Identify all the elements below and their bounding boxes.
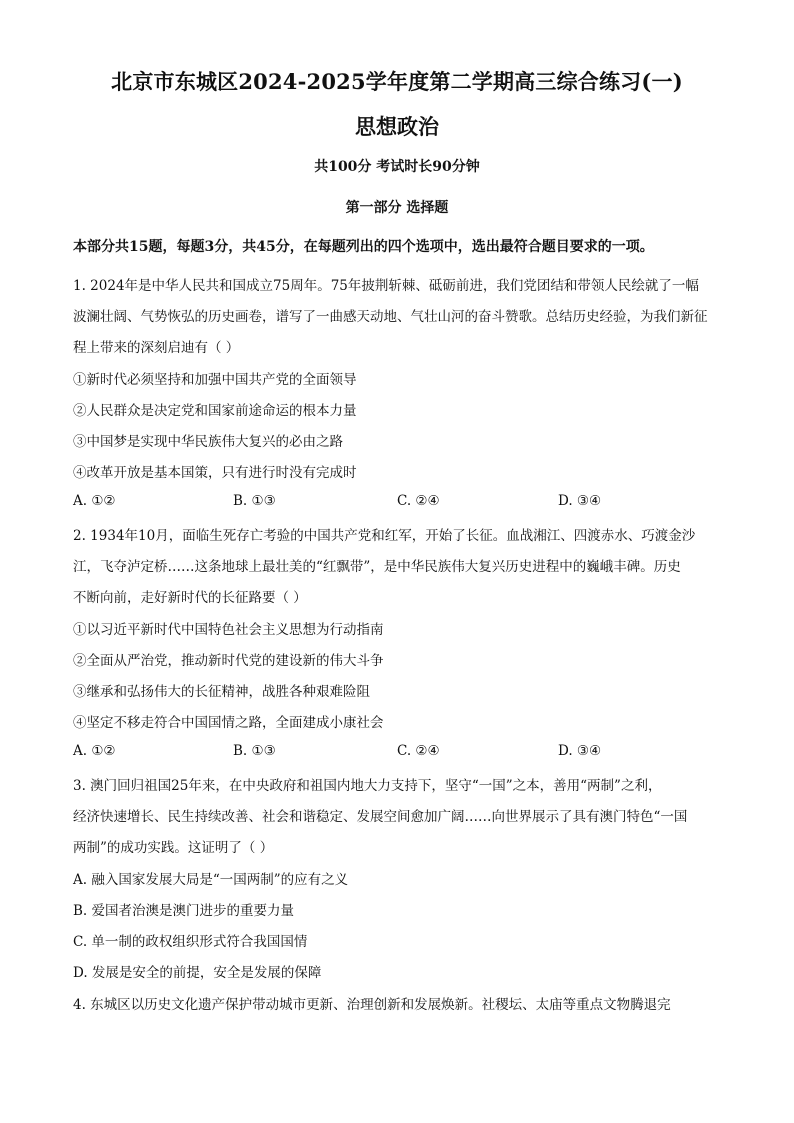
q3-choice-c: C. 单一制的政权组织形式符合我国国情 [73,934,308,950]
q2-stem-line: 不断向前，走好新时代的长征路要（ ） [73,590,307,606]
q1-item: ④改革开放是基本国策，只有进行时没有完成时 [73,465,357,481]
section-title: 第一部分 选择题 [345,200,449,216]
q3-stem-line: 两制”的成功实践。这证明了（ ） [73,840,274,856]
q3-choice-b: B. 爱国者治澳是澳门进步的重要力量 [73,903,295,919]
q1-item: ③中国梦是实现中华民族伟大复兴的必由之路 [73,434,343,450]
q1-option-d: D. ③④ [558,493,602,509]
q1-stem-line: 波澜壮阔、气势恢弘的历史画卷，谱写了一曲感天动地、气壮山河的奋斗赞歌。总结历史经验，为我们新征 [73,309,708,325]
q2-option-a: A. ①② [73,743,116,759]
q2-item: ③继承和弘扬伟大的长征精神，战胜各种艰难险阻 [73,684,370,700]
q2-option-c: C. ②④ [397,743,440,759]
q2-stem-line: 2. 1934年10月，面临生死存亡考验的中国共产党和红军，开始了长征。血战湘江、四渡赤水、巧渡金沙 [73,528,696,544]
q1-item: ①新时代必须坚持和加强中国共产党的全面领导 [73,372,357,388]
q4-stem-line: 4. 东城区以历史文化遗产保护带动城市更新、治理创新和发展焕新。社稷坛、太庙等重点文物腾退完 [73,997,671,1013]
q2-option-d: D. ③④ [558,743,602,759]
q1-stem-line: 程上带来的深刻启迪有（ ） [73,340,240,356]
q2-item: ②全面从严治党，推动新时代党的建设新的伟大斗争 [73,653,384,669]
exam-title: 北京市东城区2024-2025学年度第二学期高三综合练习(一) [111,69,683,94]
q2-option-b: B. ①③ [233,743,276,759]
q3-choice-a: A. 融入国家发展大局是“一国两制”的应有之义 [73,872,349,888]
q2-item: ④坚定不移走符合中国国情之路，全面建成小康社会 [73,715,384,731]
section-instruction: 本部分共15题，每题3分，共45分，在每题列出的四个选项中，选出最符合题目要求的一项。 [73,239,654,255]
q1-option-b: B. ①③ [233,493,276,509]
q3-stem-line: 经济快速增长、民生持续改善、社会和谐稳定、发展空间愈加广阔……向世界展示了具有澳门特色“一国 [73,809,688,825]
q1-stem-line: 1. 2024年是中华人民共和国成立75周年。75年披荆斩棘、砥砺前进，我们党团结和带领人民绘就了一幅 [73,278,699,294]
exam-meta: 共100分 考试时长90分钟 [314,159,480,175]
q1-option-c: C. ②④ [397,493,440,509]
q2-stem-line: 江，飞夺泸定桥……这条地球上最壮美的“红飘带”，是中华民族伟大复兴历史进程中的巍峨丰碑。历史 [73,559,681,575]
q1-option-a: A. ①② [73,493,116,509]
q3-stem-line: 3. 澳门回归祖国25年来，在中央政府和祖国内地大力支持下，坚守“一国”之本，善用“两制”之利， [73,778,662,794]
q1-item: ②人民群众是决定党和国家前途命运的根本力量 [73,403,357,419]
q2-item: ①以习近平新时代中国特色社会主义思想为行动指南 [73,622,384,638]
q1-options [73,493,733,513]
q2-options [73,743,733,763]
q3-choice-d: D. 发展是安全的前提，安全是发展的保障 [73,965,322,981]
subject-title: 思想政治 [355,114,439,139]
